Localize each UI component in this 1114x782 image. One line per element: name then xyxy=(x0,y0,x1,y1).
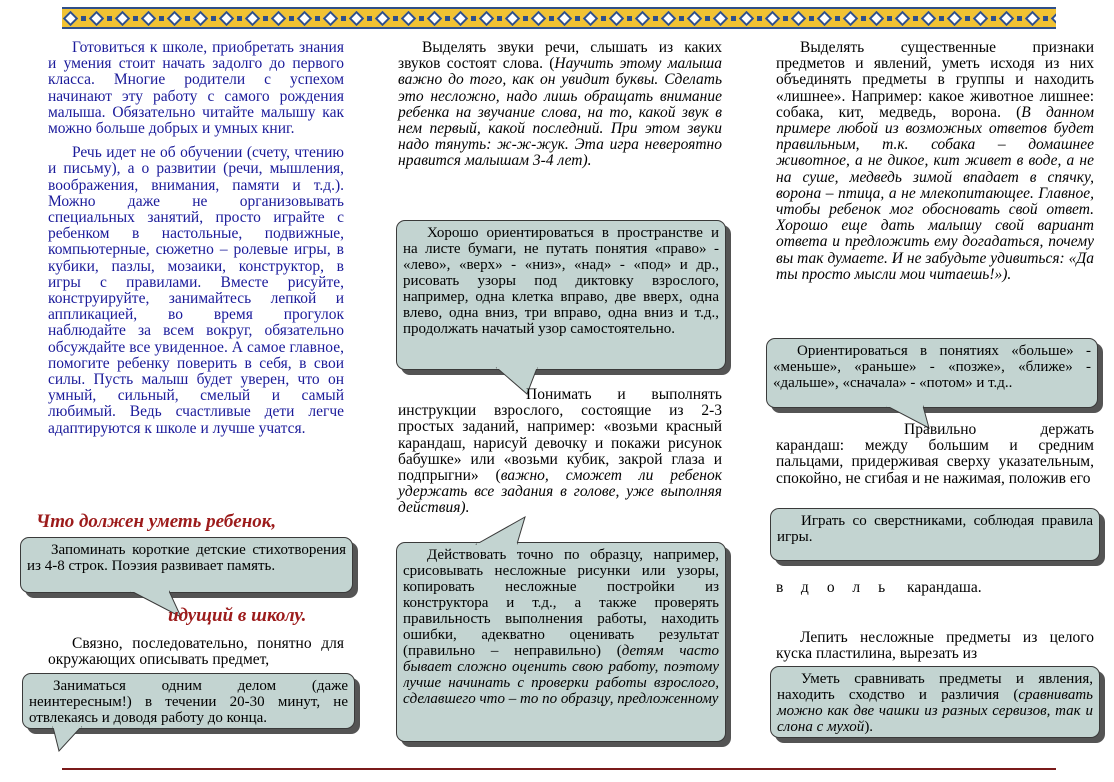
ornament-dot xyxy=(185,16,190,21)
intro-paragraph: Готовиться к школе, приобретать знания и умения стоит начать задолго до первого класса. Многие родители с успехом начинают эту работу с самого рождения малыша. Обязательно читайте малышу как можно больше добрых и умных книг. xyxy=(48,39,344,138)
ornament-diamond xyxy=(401,10,417,26)
ornament-dot xyxy=(653,16,658,21)
ornament-diamond xyxy=(505,10,521,26)
ornament-dot xyxy=(549,16,554,21)
ornament-dot xyxy=(601,16,606,21)
callout-compare-paragraph xyxy=(777,671,1093,735)
ornament-diamond xyxy=(583,10,599,26)
along-rest: карандаша. xyxy=(903,579,982,596)
ornament-dot xyxy=(913,16,918,21)
ornament-dot xyxy=(211,16,216,21)
ornament-diamond xyxy=(895,10,911,26)
ornament-diamond xyxy=(453,10,469,26)
instructions-paragraph xyxy=(398,387,722,517)
ornament-diamond xyxy=(193,10,209,26)
column-2-top xyxy=(398,40,722,170)
ornament-dot xyxy=(939,16,944,21)
ornament-dot xyxy=(315,16,320,21)
ornament-dot xyxy=(497,16,502,21)
sounds-italic-text: Научить этому малыша важно до того, как он увидит буквы. Сделать это несложно, надо лишь обращать внимание ребенка на звучание слова, на то, какой звук в нем первый, какой последний. При этом звуки надо тянуть: ж-ж-жук. Эта игра невероятно нравится малышам 3-4 лет). xyxy=(398,55,722,170)
decorative-border xyxy=(62,7,1056,29)
callout-orientation xyxy=(396,220,726,370)
ornament-dot xyxy=(419,16,424,21)
ornament-diamond xyxy=(297,10,313,26)
ornament-diamond xyxy=(921,10,937,26)
callout-memorize-text: Запоминать короткие детские стихотворения из 4-8 строк. Поэзия развивает память. xyxy=(27,542,346,574)
ornament-dot xyxy=(523,16,528,21)
ornament-diamond xyxy=(947,10,963,26)
section-heading-part-2: идущий в школу. xyxy=(168,605,307,626)
ornament-dot xyxy=(289,16,294,21)
ornament-dot xyxy=(679,16,684,21)
callout-sample-paragraph xyxy=(403,547,719,707)
ornament-dot xyxy=(809,16,814,21)
ornament-diamond xyxy=(557,10,573,26)
describe-paragraph: Связно, последовательно, понятно для окружающих описывать предмет, xyxy=(48,635,344,669)
ornament-dot xyxy=(367,16,372,21)
ornament-diamond xyxy=(63,10,79,26)
column-3-along xyxy=(776,580,1094,596)
ornament-diamond xyxy=(973,10,989,26)
column-3-top xyxy=(776,40,1094,283)
ornament-dot xyxy=(965,16,970,21)
column-2-mid xyxy=(398,387,722,517)
callout-play xyxy=(770,508,1100,561)
ornament-dot xyxy=(445,16,450,21)
ornament-diamond xyxy=(869,10,885,26)
callout-concepts xyxy=(766,338,1098,408)
ornament-diamond xyxy=(609,10,625,26)
pencil-paragraph: Правильно держать карандаш: между большим и средним пальцами, придерживая сверху указательным, спокойно, не сгибая и не нажимая, положив его xyxy=(776,421,1094,487)
callout-tail xyxy=(477,517,537,547)
ornament-dot xyxy=(393,16,398,21)
ornament-dot xyxy=(705,16,710,21)
ornament-dot xyxy=(341,16,346,21)
ornament-dot xyxy=(783,16,788,21)
describe-paragraph-wrap xyxy=(48,636,344,668)
callout-memorize-poems xyxy=(20,537,353,593)
column-3-mid xyxy=(776,422,1094,487)
ornament-diamond xyxy=(375,10,391,26)
ornament-dot xyxy=(835,16,840,21)
ornament-diamond xyxy=(661,10,677,26)
ornament-dot xyxy=(107,16,112,21)
ornament-diamond xyxy=(271,10,287,26)
callout-compare-text: Уметь сравнивать предметы и явления, находить сходство и различия ( xyxy=(777,671,1093,703)
ornament-diamond xyxy=(713,10,729,26)
ornament-dot xyxy=(159,16,164,21)
ornament-diamond xyxy=(115,10,131,26)
ornament-diamond xyxy=(323,10,339,26)
ornament-dot xyxy=(1017,16,1022,21)
callout-compare-end: ). xyxy=(864,719,874,735)
ornament-dot xyxy=(887,16,892,21)
ornament-diamond xyxy=(765,10,781,26)
ornament-diamond xyxy=(479,10,495,26)
along-paragraph xyxy=(776,580,1094,596)
ornament-dot xyxy=(133,16,138,21)
callout-focus-text: Заниматься одним делом (даже неинтересным!) в течении 20-30 минут, не отвлекаясь и доводя работу до конца. xyxy=(29,678,348,726)
ornament-dot xyxy=(1043,16,1048,21)
bottom-divider xyxy=(62,768,1056,770)
features-paragraph xyxy=(776,40,1094,283)
ornament-dot xyxy=(731,16,736,21)
ornament-diamond xyxy=(687,10,703,26)
ornament-diamond xyxy=(349,10,365,26)
sounds-paragraph xyxy=(398,40,722,170)
sculpt-paragraph: Лепить несложные предметы из целого куска пластилина, вырезать из xyxy=(776,629,1094,663)
ornament-dot xyxy=(861,16,866,21)
ornament-diamond xyxy=(817,10,833,26)
ornament-dot xyxy=(81,16,86,21)
callout-sample-text: Действовать точно по образцу, например, срисовывать несложные рисунки или узоры, копировать несложные постройки из конструктора и т.д., а также проверять правильность выполнения работы, находить ошибки, адекватно оценивать результат (правильно – неправильно) ( xyxy=(403,547,719,659)
instructions-text: Понимать и выполнять инструкции взрослого, состоящие из 2-3 простых заданий, например: «возьми красный карандаш, нарисуй девочку и покажи рисунок бабушке» или «возьми кубик, закрой глаза и подпрыгни» ( xyxy=(398,386,722,485)
callout-focus xyxy=(22,673,355,729)
ornament-diamond xyxy=(635,10,651,26)
instructions-italic-text: важно, сможет ли ребенок удержать все задания в голове, уже выполняя действия). xyxy=(398,467,722,517)
ornament-diamond xyxy=(739,10,755,26)
ornament-diamond xyxy=(531,10,547,26)
ornament-dot xyxy=(757,16,762,21)
ornament-diamond xyxy=(1051,10,1056,26)
ornament-diamond xyxy=(89,10,105,26)
ornament-dot xyxy=(471,16,476,21)
column-3-bottom xyxy=(776,630,1094,662)
ornament-diamond xyxy=(1025,10,1041,26)
ornament-diamond xyxy=(245,10,261,26)
callout-sample xyxy=(396,542,726,742)
along-word: вдоль xyxy=(776,579,904,596)
ornament-dot xyxy=(263,16,268,21)
ornament-diamond xyxy=(167,10,183,26)
callout-orientation-text: Хорошо ориентироваться в пространстве и на листе бумаги, не путать понятия «право» - «лево», «верх» - «низ», «над» - «под» и др., рисовать узоры под диктовку взрослого, например, одна клетка вправо, две вверх, одна влево, одна вниз, три вправо, одна вниз и т.д., продолжать начатый узор самостоятельно. xyxy=(403,225,719,337)
callout-compare xyxy=(770,666,1100,738)
callout-tail xyxy=(53,727,93,757)
ornament-dot xyxy=(627,16,632,21)
sounds-text: Выделять звуки речи, слышать из каких звуков состоят слова. ( xyxy=(398,39,722,73)
ornament-diamond xyxy=(219,10,235,26)
callout-sample-body xyxy=(403,547,719,737)
callout-concepts-text: Ориентироваться в понятиях «больше» - «меньше», «раньше» - «позже», «ближе» - «дальше», «сначала» - «потом» и т.д.. xyxy=(773,343,1091,391)
ornament-diamond xyxy=(843,10,859,26)
ornament-diamond xyxy=(791,10,807,26)
callout-play-text: Играть со сверстниками, соблюдая правила игры. xyxy=(777,513,1093,545)
ornament-dot xyxy=(991,16,996,21)
ornament-diamond xyxy=(141,10,157,26)
column-1 xyxy=(48,40,344,437)
callout-compare-italic-text: сравнивать можно как две чашки из разных сервизов, так и слона с мухой xyxy=(777,687,1093,735)
development-paragraph: Речь идет не об обучении (счету, чтению и письму), а о развитии (речи, мышления, воображения, внимания, памяти и т.д.). Можно даже не организовывать специальных занятий, просто играйте с ребенком в настольные, подвижные, компьютерные, сюжетно – ролевые игры, в кубики, пазлы, мозаики, конструктор, в игры с правилами. Вместе рисуйте, конструируйте, занимайтесь лепкой и аппликацией, во время прогулок наблюдайте за всем вокруг, обязательно обсуждайте все увиденное. А самое главное, помогите ребенку поверить в себя, в свои силы. Пусть малыш будет уверен, что он умный, сильный, смелый и самый любимый. Ведь счастливые дети легче адаптируются к школе и лучше учатся. xyxy=(48,144,344,437)
features-italic-text: В данном примере любой из возможных ответов будет правильным, т.к. собака – домашнее животное, а не дикое, кит живет в воде, а не на суше, медведь зимой впадает в спячку, ворона – птица, а не млекопитающее. Главное, чтобы ребенок мог обосновать свой ответ. Хорошо еще дать малышу свой вариант ответа и предложить ему догадаться, почему вы так думаете. И не забудьте удивиться: «Да ты просто мысли мои читаешь!»). xyxy=(776,103,1094,283)
ornament-diamond xyxy=(427,10,443,26)
section-heading-part-1: Что должен уметь ребенок, xyxy=(36,511,277,532)
ornament-dot xyxy=(575,16,580,21)
ornament-diamond xyxy=(999,10,1015,26)
ornament-dot xyxy=(237,16,242,21)
features-text: Выделять существенные признаки предметов и явлений, уметь исходя из них объединять предметы в группы и находить «лишнее». Например: какое животное лишнее: собака, кит, медведь, ворона. ( xyxy=(776,39,1094,121)
callout-sample-italic-text: детям часто бывает сложно оценить свою работу, поэтому лучше начинать с проверки работы взрослого, сделавшего что – то по образцу, предложенному xyxy=(403,643,719,707)
